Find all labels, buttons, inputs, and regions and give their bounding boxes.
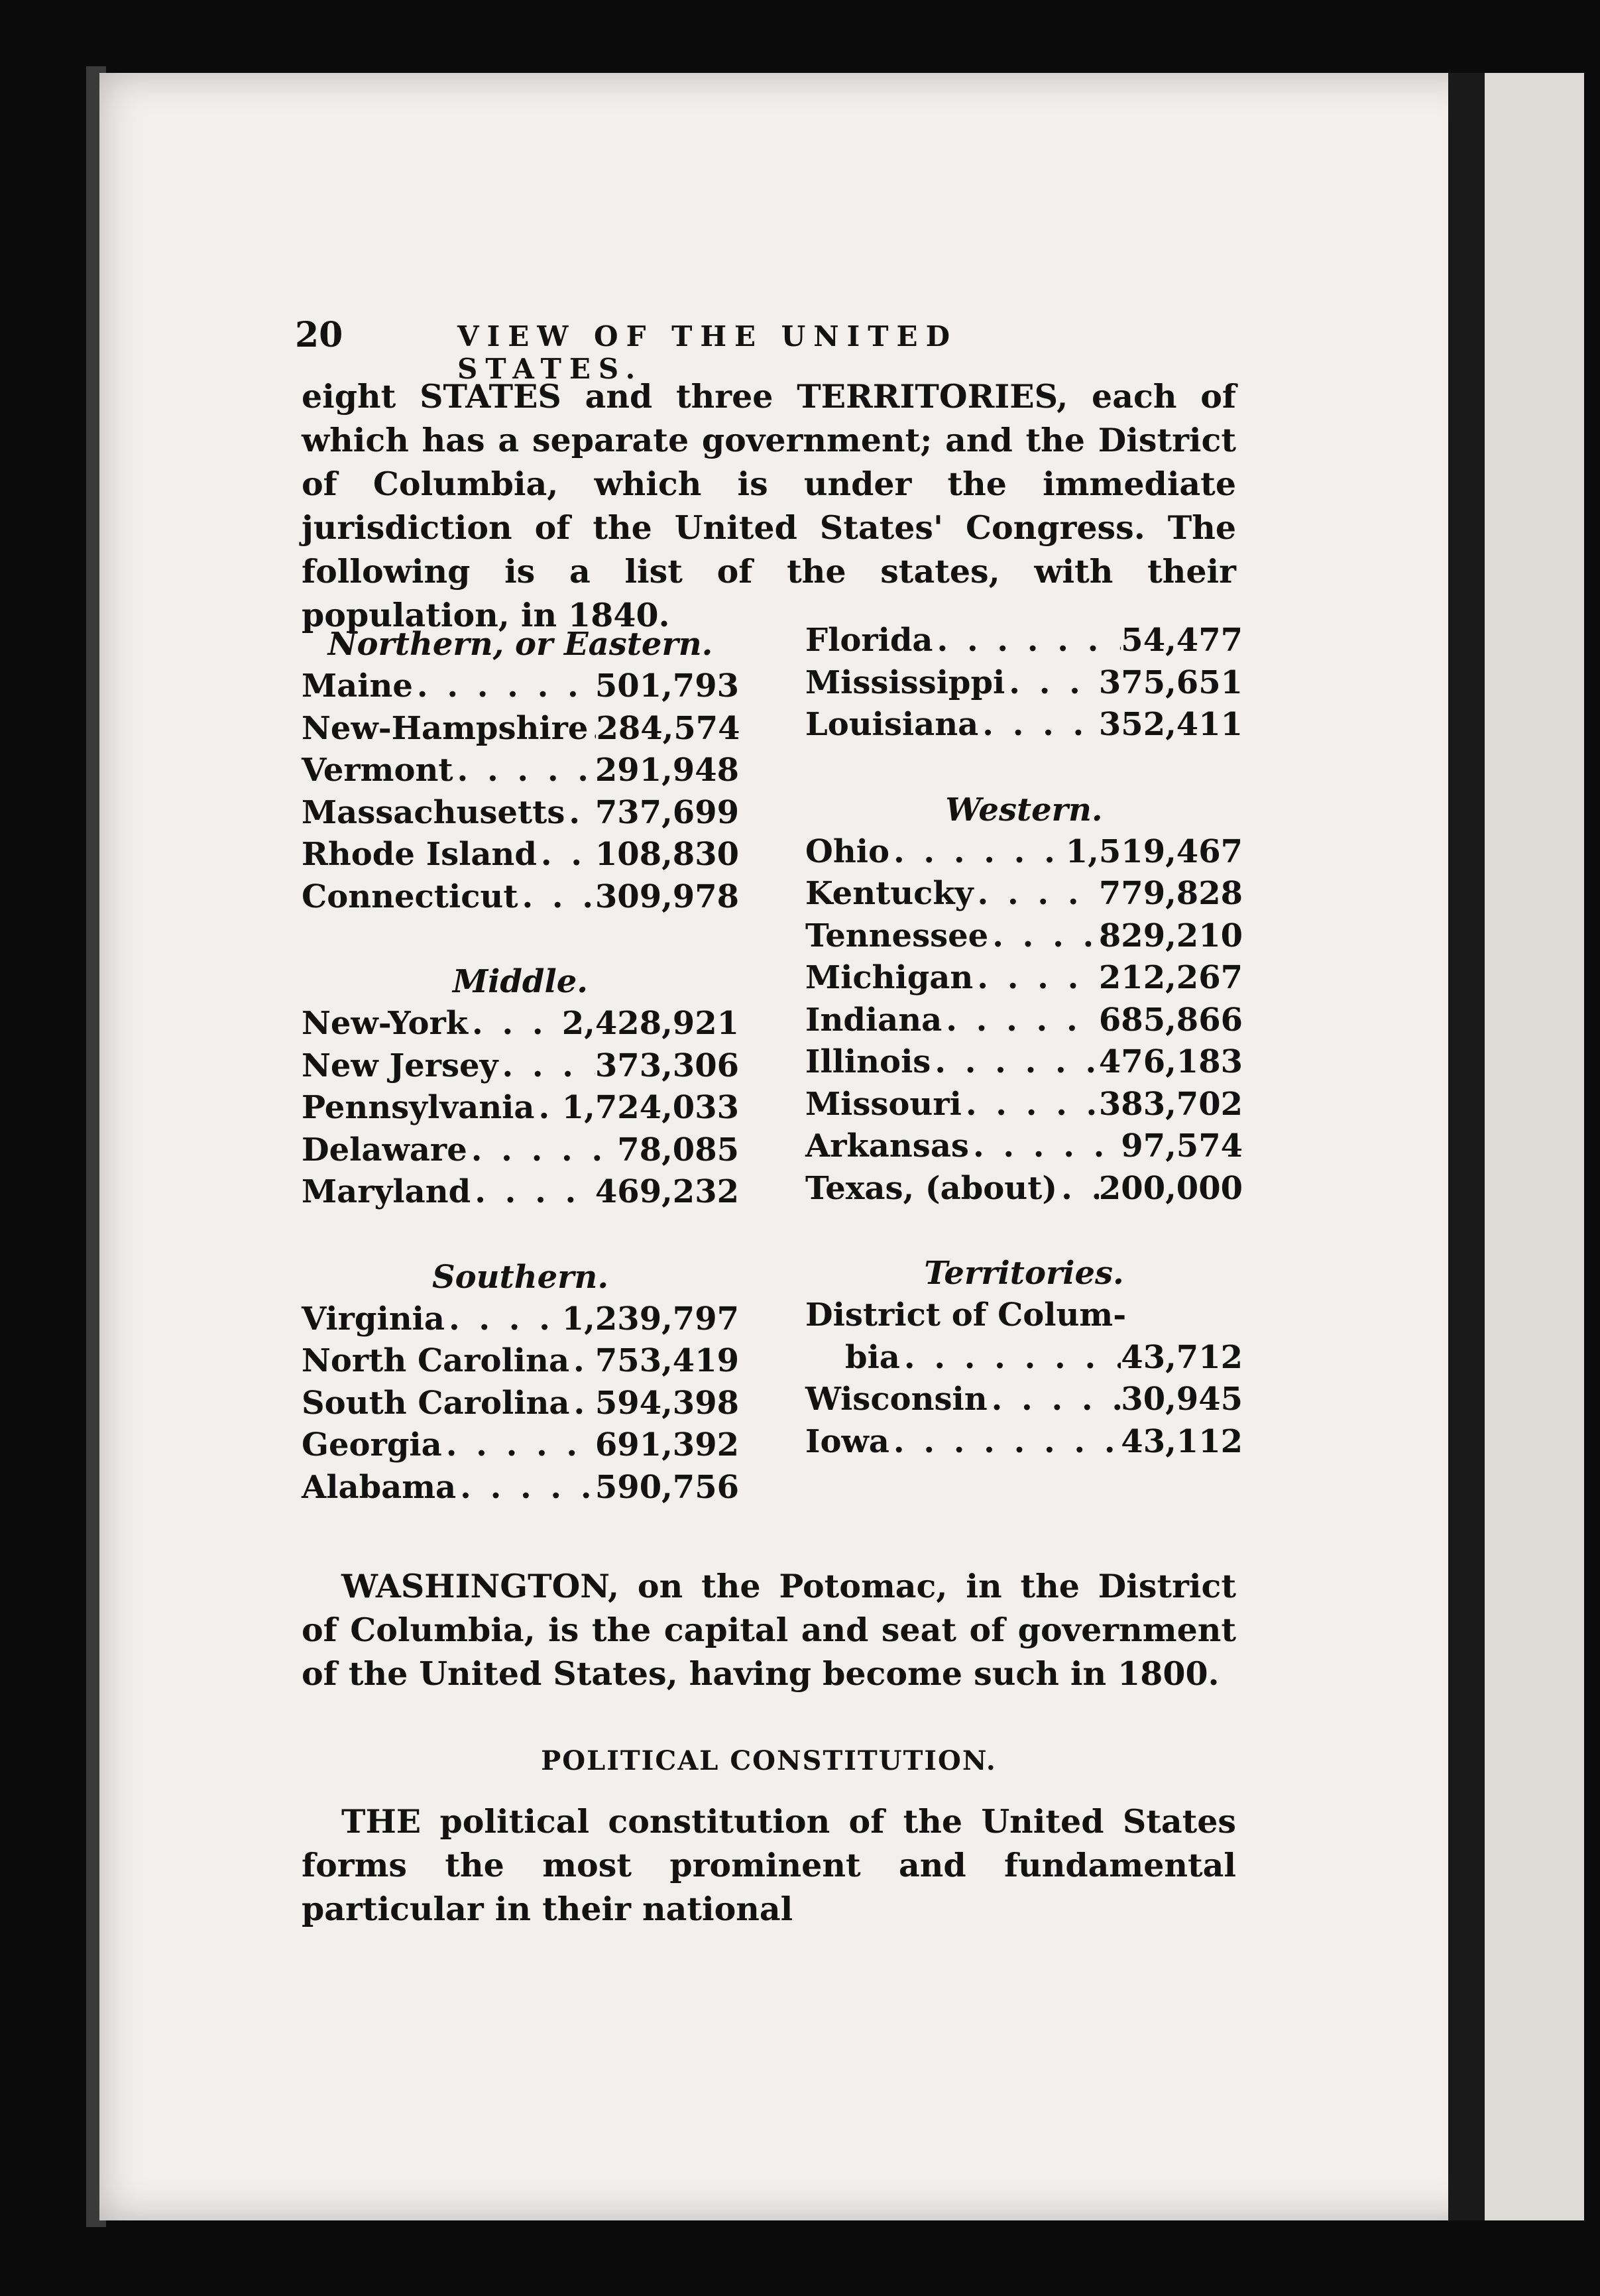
state-name: Tennessee [805, 917, 989, 954]
state-name: Missouri [805, 1085, 962, 1123]
state-name: Virginia [302, 1300, 445, 1338]
leader-dots [535, 1087, 562, 1129]
population-value: 43,712 [1121, 1338, 1243, 1376]
leader-dots [468, 1003, 562, 1045]
population-value: 2,428,921 [561, 1005, 739, 1042]
intro-paragraph: eight STATES and three TERRITORIES, each of which has a separate government; and the District of Columbia, which is under the immediate jurisdiction of the United States' Congress. The following is a list of the states, with their population, in 1840. [302, 377, 1236, 634]
book-gutter [1448, 73, 1485, 2220]
state-name: Connecticut [302, 878, 518, 915]
adjacent-page-edge [1485, 73, 1584, 2220]
population-value: 590,756 [595, 1468, 739, 1506]
state-name: Maine [302, 667, 413, 705]
running-head [295, 315, 1090, 385]
constitution-paragraph: THE political constitution of the United States forms the most prominent and fundamental particular in their national [302, 1802, 1236, 1928]
spacer [805, 746, 1243, 789]
state-name: Florida [805, 622, 933, 659]
leader-dots [889, 1421, 1121, 1464]
leader-dots [931, 1041, 1099, 1084]
population-value: 1,239,797 [561, 1300, 739, 1338]
group-southern [302, 1298, 739, 1509]
group-southern-cont [805, 620, 1243, 746]
leader-dots [942, 1000, 1099, 1042]
leader-dots [588, 708, 596, 750]
leader-dots [962, 1084, 1099, 1126]
table-row [302, 1424, 739, 1467]
table-row [302, 1340, 739, 1383]
population-value: 284,574 [596, 709, 740, 747]
population-value: 501,793 [595, 667, 739, 705]
leader-dots [565, 792, 595, 834]
state-name: Kentucky [805, 875, 974, 912]
table-row [302, 1383, 739, 1425]
table-row [302, 1087, 739, 1129]
leader-dots [445, 1298, 562, 1341]
leader-dots [413, 665, 595, 708]
state-name: Michigan [805, 959, 974, 996]
state-name: District of Colum- [805, 1296, 1127, 1334]
population-value: 375,651 [1098, 663, 1243, 701]
table-row [805, 704, 1243, 746]
leader-dots [1057, 1168, 1099, 1210]
state-name: Arkansas [805, 1127, 969, 1165]
group-heading-middle: Middle. [453, 963, 588, 1000]
running-title: VIEW OF THE UNITED STATES. [457, 320, 958, 385]
table-row [302, 1003, 739, 1045]
population-value: 309,978 [595, 878, 739, 915]
state-name: New Jersey [302, 1047, 498, 1084]
population-value: 1,519,467 [1065, 832, 1243, 870]
table-row [302, 1467, 739, 1509]
population-value: 829,210 [1098, 917, 1243, 954]
state-name: South Carolina [302, 1384, 570, 1422]
state-name: North Carolina [302, 1342, 570, 1379]
group-territories [805, 1379, 1243, 1463]
leader-dots [498, 1045, 595, 1088]
table-row [805, 1000, 1243, 1042]
table-row [302, 1129, 739, 1172]
population-value: 476,183 [1098, 1043, 1243, 1080]
state-name: Ohio [805, 832, 889, 870]
leader-dots [453, 750, 595, 792]
group-northern [302, 665, 739, 918]
leader-dots [900, 1337, 1121, 1379]
table-row [805, 831, 1243, 874]
table-row [805, 1041, 1243, 1084]
state-name: Louisiana [805, 706, 979, 743]
population-value: 383,702 [1098, 1085, 1243, 1123]
table-row [805, 873, 1243, 915]
group-middle [302, 1003, 739, 1214]
state-name: Maryland [302, 1173, 471, 1210]
state-name: bia [845, 1338, 900, 1376]
population-value: 54,477 [1121, 622, 1243, 659]
table-row [805, 1294, 1243, 1337]
table-row [302, 1045, 739, 1088]
table-row [302, 876, 739, 919]
table-row [805, 1337, 1243, 1379]
population-value: 108,830 [595, 836, 739, 873]
section-heading: POLITICAL CONSTITUTION. [541, 1745, 997, 1776]
group-western [805, 831, 1243, 1210]
state-name: Georgia [302, 1426, 442, 1464]
leader-dots [973, 957, 1099, 1000]
population-value: 469,232 [595, 1173, 739, 1210]
leader-dots [467, 1129, 618, 1172]
table-row [805, 1379, 1243, 1421]
state-name: Massachusetts [302, 793, 565, 831]
group-heading-western: Western. [945, 791, 1103, 829]
group-heading-territories: Territories. [924, 1255, 1124, 1292]
state-name: Rhode Island [302, 836, 537, 873]
leader-dots [969, 1125, 1121, 1168]
population-value: 200,000 [1098, 1169, 1243, 1207]
leader-dots [471, 1171, 595, 1214]
population-value: 685,866 [1098, 1001, 1243, 1039]
spacer [302, 1214, 739, 1256]
washington-paragraph: WASHINGTON, on the Potomac, in the District of Columbia, is the capital and seat of government of the United States, having become such in 1800. [302, 1567, 1236, 1693]
leader-dots [569, 1383, 595, 1425]
table-row [302, 708, 739, 750]
state-name: Pennsylvania [302, 1089, 535, 1126]
population-value: 753,419 [595, 1342, 739, 1379]
state-name: Delaware [302, 1131, 467, 1169]
leader-dots [988, 1379, 1121, 1421]
population-value: 212,267 [1098, 959, 1243, 996]
state-name: Wisconsin [805, 1381, 988, 1418]
population-value: 779,828 [1098, 875, 1243, 912]
table-row [805, 662, 1243, 705]
state-name: New-York [302, 1005, 469, 1042]
table-row [302, 750, 739, 792]
spacer [302, 918, 739, 960]
leader-dots [456, 1467, 595, 1509]
group-heading-southern: Southern. [431, 1258, 609, 1296]
leader-dots [518, 876, 595, 919]
spacer [805, 1210, 1243, 1252]
population-value: 30,945 [1121, 1381, 1243, 1418]
table-row [805, 1125, 1243, 1168]
table-row [805, 1168, 1243, 1210]
population-value: 43,112 [1121, 1422, 1243, 1460]
leader-dots [569, 1340, 595, 1383]
leader-dots [988, 915, 1099, 958]
table-row [302, 834, 739, 876]
state-name: New-Hampshire [302, 709, 589, 747]
table-row [805, 620, 1243, 662]
population-value: 1,724,033 [561, 1089, 739, 1126]
state-name: Vermont [302, 752, 453, 789]
population-value: 373,306 [595, 1047, 739, 1084]
leader-dots [933, 620, 1121, 662]
leader-dots [978, 704, 1099, 746]
population-value: 97,574 [1121, 1127, 1243, 1165]
state-name: Mississippi [805, 663, 1005, 701]
state-name: Iowa [805, 1422, 889, 1460]
population-value: 291,948 [595, 752, 739, 789]
table-row [302, 792, 739, 834]
population-value: 352,411 [1098, 706, 1243, 743]
population-column-left [302, 623, 739, 1509]
table-row [302, 1171, 739, 1214]
population-column-right [805, 620, 1243, 1463]
leader-dots [1005, 662, 1099, 705]
state-name: Illinois [805, 1043, 931, 1080]
leader-dots [974, 873, 1099, 915]
population-value: 691,392 [595, 1426, 739, 1464]
leader-dots [537, 834, 595, 876]
population-value: 737,699 [595, 793, 739, 831]
leader-dots [889, 831, 1066, 874]
table-row [805, 957, 1243, 1000]
state-name: Texas, (about) [805, 1169, 1058, 1207]
population-value: 594,398 [595, 1384, 739, 1422]
page-number: 20 [295, 315, 343, 355]
population-value: 78,085 [617, 1131, 739, 1169]
table-row [302, 665, 739, 708]
group-heading-northern: Northern, or Eastern. [327, 626, 713, 663]
state-name: Indiana [805, 1001, 943, 1039]
state-name: Alabama [302, 1468, 457, 1506]
leader-dots [442, 1424, 595, 1467]
table-row [805, 1421, 1243, 1464]
table-row [805, 1084, 1243, 1126]
table-row [302, 1298, 739, 1341]
table-row [805, 915, 1243, 958]
